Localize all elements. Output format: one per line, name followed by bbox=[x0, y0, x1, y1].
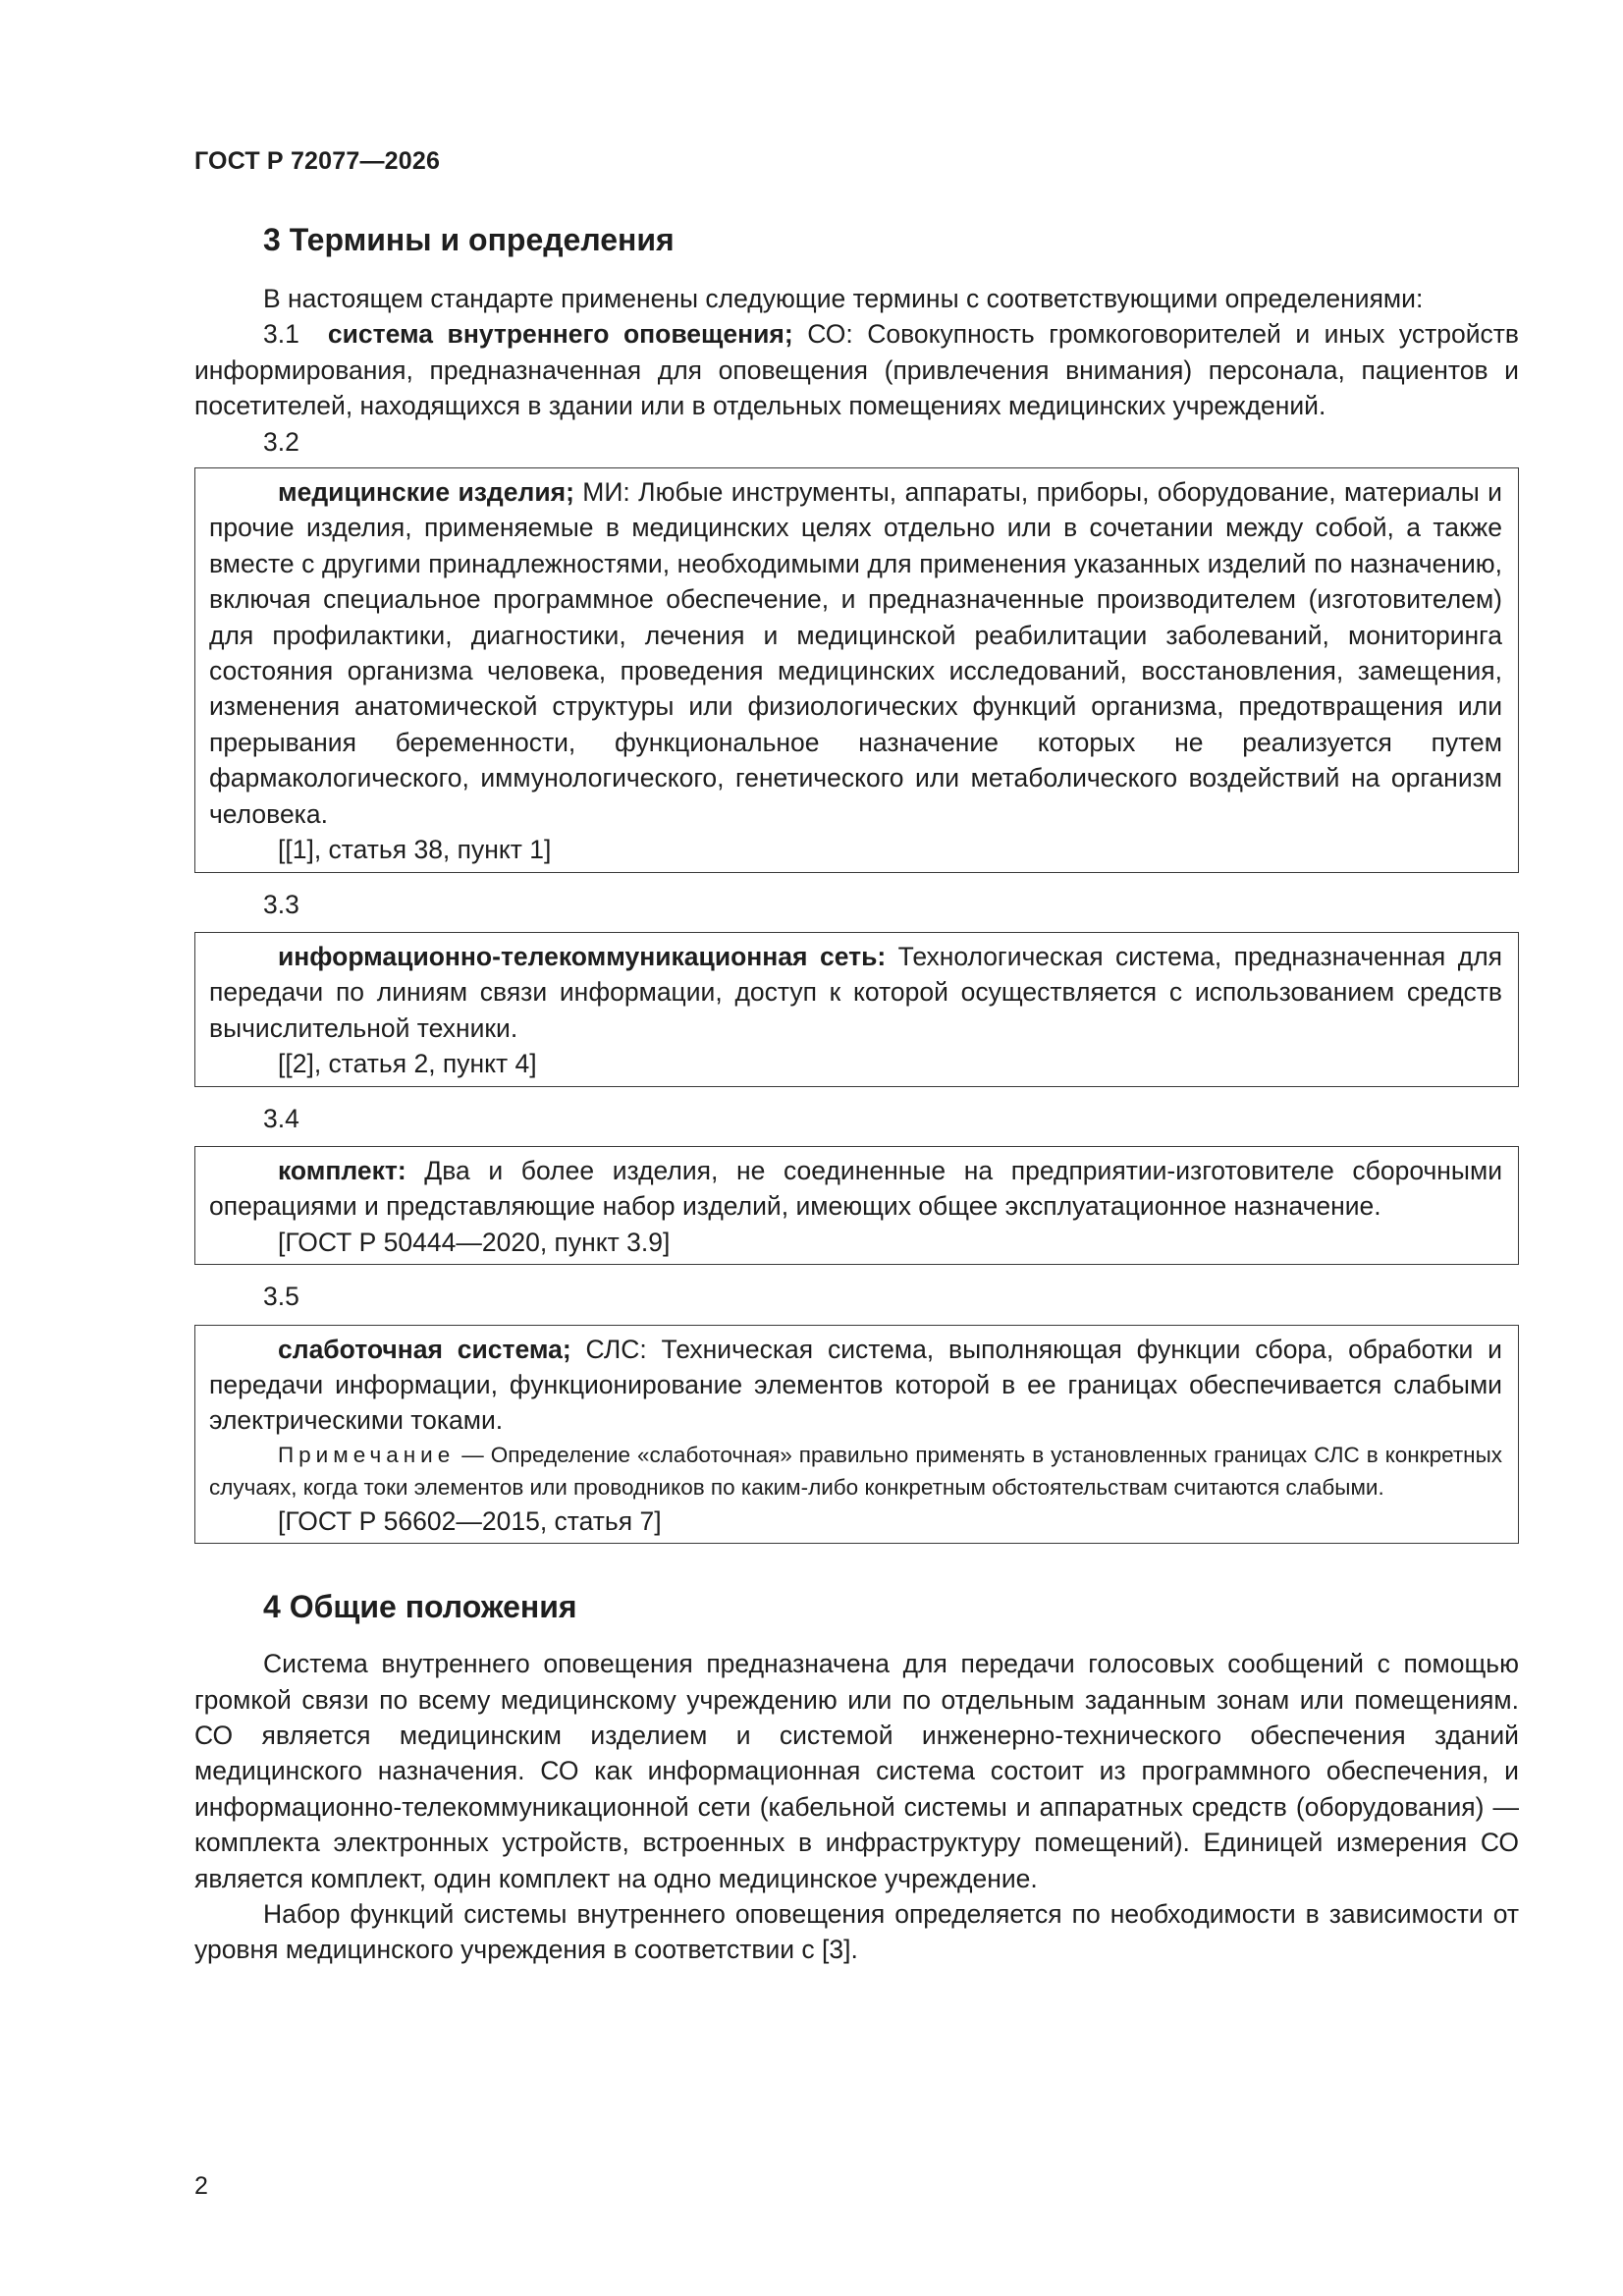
term-number: 3.1 bbox=[263, 319, 299, 350]
page-number: 2 bbox=[194, 2172, 208, 2200]
term-box-3-3 bbox=[194, 932, 1519, 1087]
term-number-3-5: 3.5 bbox=[263, 1282, 299, 1312]
term-name: система внутреннего оповещения; bbox=[327, 319, 793, 350]
term-number-3-3: 3.3 bbox=[263, 889, 299, 919]
term-source: [[1], статья 38, пункт 1] bbox=[278, 835, 552, 865]
term-name: медицинские изделия; bbox=[278, 477, 574, 508]
term-text bbox=[209, 474, 1502, 832]
term-box-3-2 bbox=[194, 467, 1519, 872]
term-definition: Два и более изделия, не соединенные на предприятии-изготовителе сборочными операциями и представляющие набор изделий, имеющих общее эксплуатационное назначение. bbox=[209, 1155, 1502, 1222]
term-number-3-2: 3.2 bbox=[263, 426, 299, 457]
term-definition: Технологическая система, предназначенная для передачи по линиям связи информации, доступ к которой осуществляется с использованием средств вычислительной техники. bbox=[209, 941, 1503, 1043]
page-content bbox=[194, 218, 1519, 1968]
term-definition: СО: Совокупность громкоговорителей и иных устройств информирования, предназначенная для оповещения (привлечения внимания) персонала, пациентов и посетителей, находящихся в здании или в отдельных помещениях медицинских учреждений. bbox=[194, 319, 1519, 421]
note-label: Примечание bbox=[278, 1442, 456, 1467]
section-heading-terms: 3 Термины и определения bbox=[263, 222, 675, 257]
term-definition: МИ: Любые инструменты, аппараты, приборы, оборудование, материалы и прочие изделия, применяемые в медицинских целях отдельно или в сочетании между собой, а также вместе с другими принадлежностями, необходимыми для применения указанных изделий по назначению, включая специальное программное обеспечение, и предназначенные производителем (изготовителем) для профилактики, диагностики, лечения и медицинской реабилитации заболеваний, мониторинга состояния организма человека, проведения медицинских исследований, восстановления, замещения, изменения анатомической структуры или физиологических функций организма, предотвращения или прерывания беременности, функциональное назначение которых не реализуется путем фармакологического, иммунологического, генетического или метаболического воздействий на организм человека. bbox=[209, 477, 1502, 829]
term-box-3-5 bbox=[194, 1325, 1519, 1545]
document-code: ГОСТ Р 72077—2026 bbox=[194, 147, 441, 175]
term-number-3-4: 3.4 bbox=[263, 1103, 299, 1133]
general-paragraph-2: Набор функций системы внутреннего оповещения определяется по необходимости в зависимости от уровня медицинского учреждения в соответствии с [3]. bbox=[194, 1899, 1519, 1965]
term-source: [ГОСТ Р 50444—2020, пункт 3.9] bbox=[278, 1227, 671, 1257]
section-heading-general: 4 Общие положения bbox=[263, 1589, 577, 1625]
note-text: — Определение «слаботочная» правильно применять в установленных границах СЛС в конкретных случаях, когда токи элементов или проводников по каким-либо конкретным обстоятельствам считаются слабыми. bbox=[209, 1442, 1502, 1500]
term-source: [ГОСТ Р 56602—2015, статья 7] bbox=[278, 1505, 662, 1536]
term-box-3-4 bbox=[194, 1146, 1519, 1265]
term-source: [[2], статья 2, пункт 4] bbox=[278, 1049, 537, 1079]
term-text bbox=[209, 939, 1502, 1046]
term-note bbox=[209, 1439, 1502, 1503]
term-text bbox=[209, 1332, 1502, 1439]
term-name: информационно-телекоммуникационная сеть: bbox=[278, 941, 887, 971]
general-paragraph-1: Система внутреннего оповещения предназначена для передачи голосовых сообщений с помощью громкой связи по всему медицинскому учреждению или по отдельным заданным зонам или помещениям. СО является медицинским изделием и системой инженерно-технического обеспечения зданий медицинского назначения. СО как информационная система состоит из программного обеспечения, и информационно-телекоммуникационной сети (кабельной системы и аппаратных средств (оборудования) — комплекта электронных устройств, встроенных в инфраструктуру помещений). Единицей измерения СО является комплект, один комплект на одно медицинское учреждение. bbox=[194, 1649, 1519, 1893]
term-name: слаботочная система; bbox=[278, 1334, 571, 1364]
term-name: комплект: bbox=[278, 1155, 406, 1185]
term-definition: СЛС: Техническая система, выполняющая функции сбора, обработки и передачи информации, функционирование элементов которой в ее границах обеспечивается слабыми электрическими токами. bbox=[209, 1334, 1502, 1436]
terms-intro: В настоящем стандарте применены следующие термины с соответствующими определениями: bbox=[263, 284, 1424, 313]
term-3-1 bbox=[194, 316, 1519, 423]
term-text bbox=[209, 1153, 1502, 1225]
